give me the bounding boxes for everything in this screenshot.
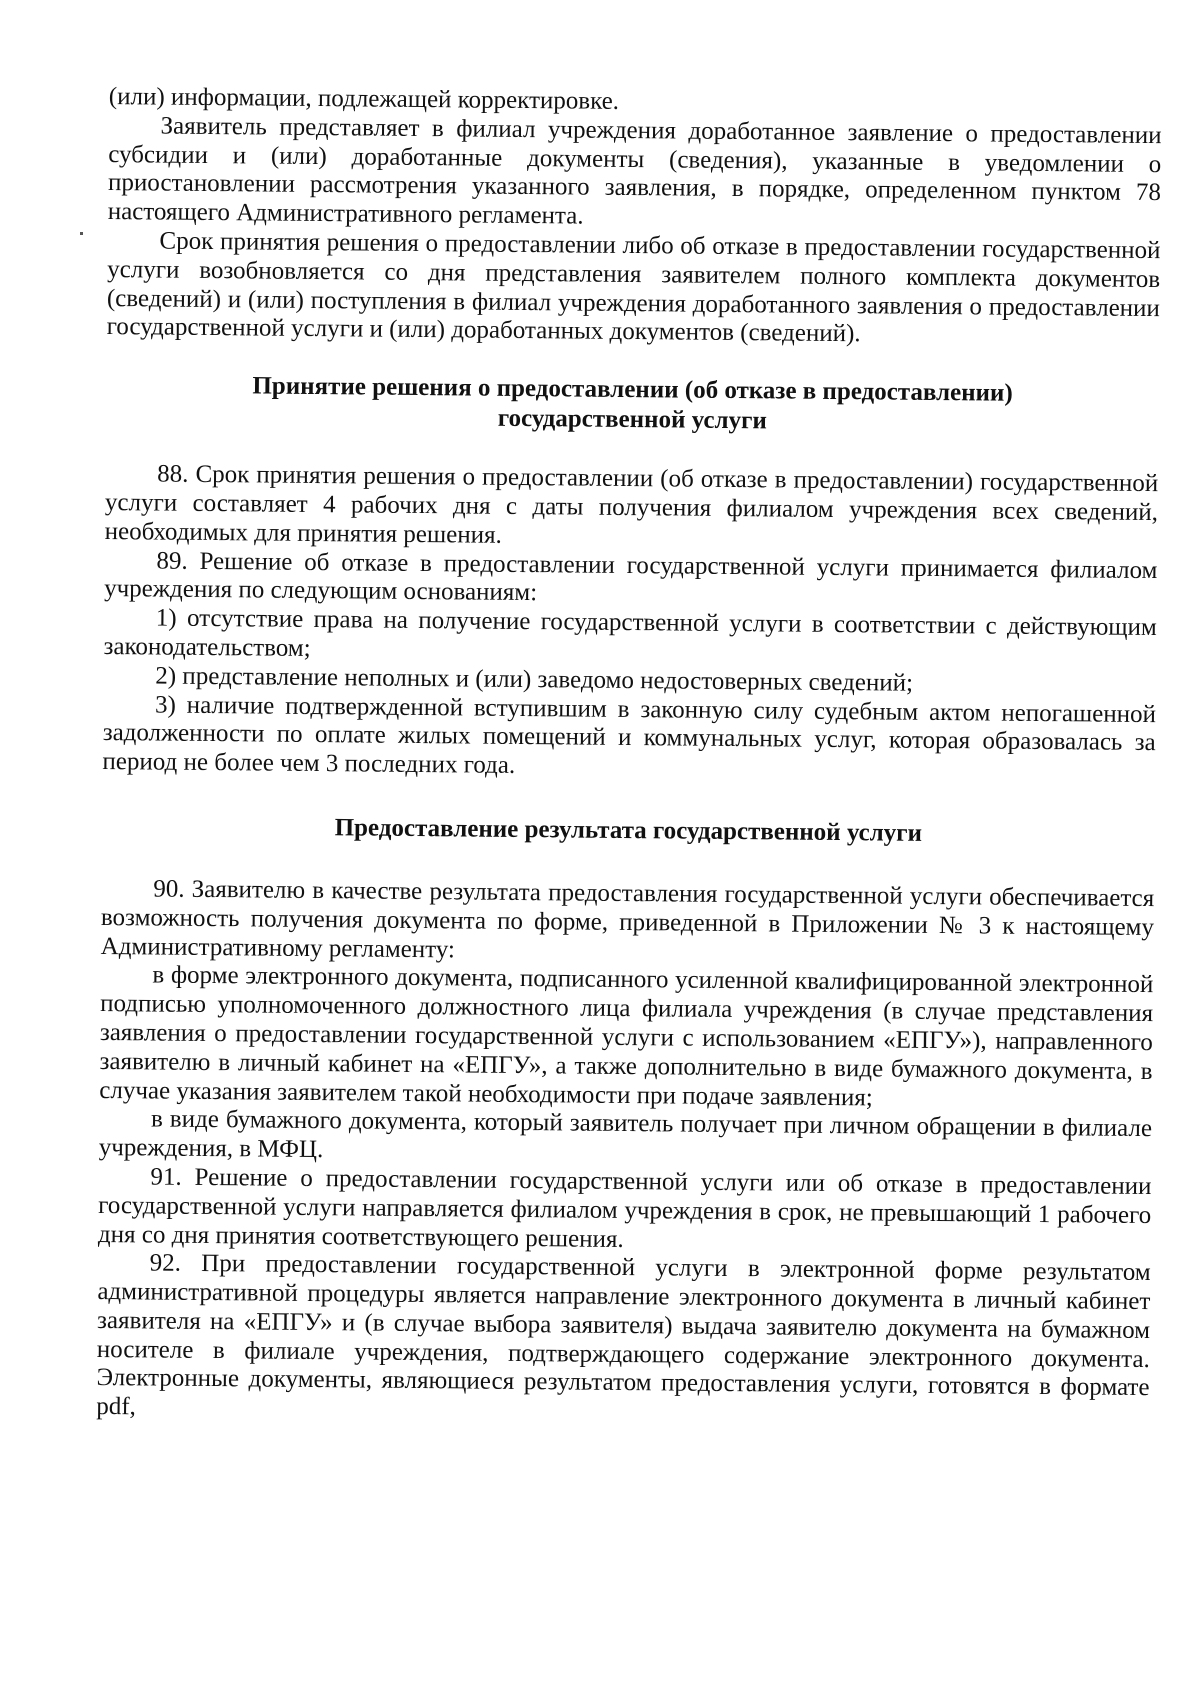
paragraph-continuation: (или) информации, подлежащей корректировке.	[108, 83, 620, 115]
paragraph-92: 92. При предоставлении государственной услуги в электронной форме результатом административной процедуры является направление электронного документа в личный кабинет заявителя на «ЕПГУ» и (в случае выбора заявителя) выдача заявителю документа на бумажном носителе в филиале учреждения, подтверждающего содержание электронного документа. Электронные документы, являющиеся результатом предоставления услуги, готовятся в формате pdf,	[96, 1249, 1151, 1421]
paragraph-revised-application: Заявитель представляет в филиал учреждения доработанное заявление о предоставлении субсидии и (или) доработанные документы (сведения), указанные в уведомлении о приостановлении рассмотрения указанного заявления, в порядке, определенном пунктом 78 настоящего Административного регламента.	[107, 112, 1162, 230]
paragraph-90: 90. Заявителю в качестве результата предоставления государственной услуги обеспечивается возможность получения документа по форме, приведенной в Приложении № 3 к настоящему Административному регламенту:	[100, 875, 1155, 963]
section-heading-result: Предоставление результата государственной услуги	[334, 814, 923, 847]
document-body	[96, 83, 1162, 1432]
scan-speck	[80, 232, 83, 235]
paragraph-decision-term-resumes: Срок принятия решения о предоставлении либо об отказе в предоставлении государственной услуги возобновляется со дня представления заявителем полного комплекта документов (сведений) и (или) поступления в филиал учреждения доработанного заявления о предоставлении государственной услуги и (или) доработанных документов (сведений).	[106, 227, 1161, 348]
list-item-2: 2) представление неполных и (или) заведомо недостоверных сведений;	[155, 662, 914, 697]
list-item-3: 3) наличие подтвержденной вступившим в законную силу судебным актом непогашенной задолженности по оплате жилых помещений и коммунальных услуг, которая образовалась за период не более чем 3 последних года.	[102, 691, 1157, 780]
paragraph-89: 89. Решение об отказе в предоставлении государственной услуги принимается филиалом учреждения по следующим основаниям:	[104, 547, 1158, 607]
section-heading-decision	[106, 370, 1160, 440]
section-heading-decision-line1: Принятие решения о предоставлении (об отказе в предоставлении)	[252, 372, 1013, 407]
list-item-1: 1) отсутствие права на получение государственной услуги в соответствии с действующим законодательством;	[103, 604, 1157, 662]
paragraph-88: 88. Срок принятия решения о предоставлении (об отказе в предоставлении) государственной услуги составляет 4 рабочих дня с даты получения филиалом учреждения всех сведений, необходимых для принятия решения.	[104, 460, 1159, 549]
paragraph-91: 91. Решение о предоставлении государственной услуги или об отказе в предоставлении государственной услуги направляется филиалом учреждения в срок, не превышающий 1 рабочего дня со дня принятия соответствующего решения.	[97, 1163, 1152, 1253]
section-heading-decision-line2: государственной услуги	[497, 404, 767, 435]
paragraph-electronic-form: в форме электронного документа, подписанного усиленной квалифицированной электронной подписью уполномоченного должностного лица филиала учреждения (в случае представления заявления о предоставлении государственной услуги с использованием «ЕПГУ»), направленного заявителю в личный кабинет на «ЕПГУ», а также дополнительно в виде бумажного документа, в случае указания заявителем такой необходимости при подаче заявления;	[99, 961, 1154, 1111]
paragraph-paper-form: в виде бумажного документа, который заявитель получает при личном обращении в филиале учреждения, в МФЦ.	[98, 1105, 1153, 1164]
